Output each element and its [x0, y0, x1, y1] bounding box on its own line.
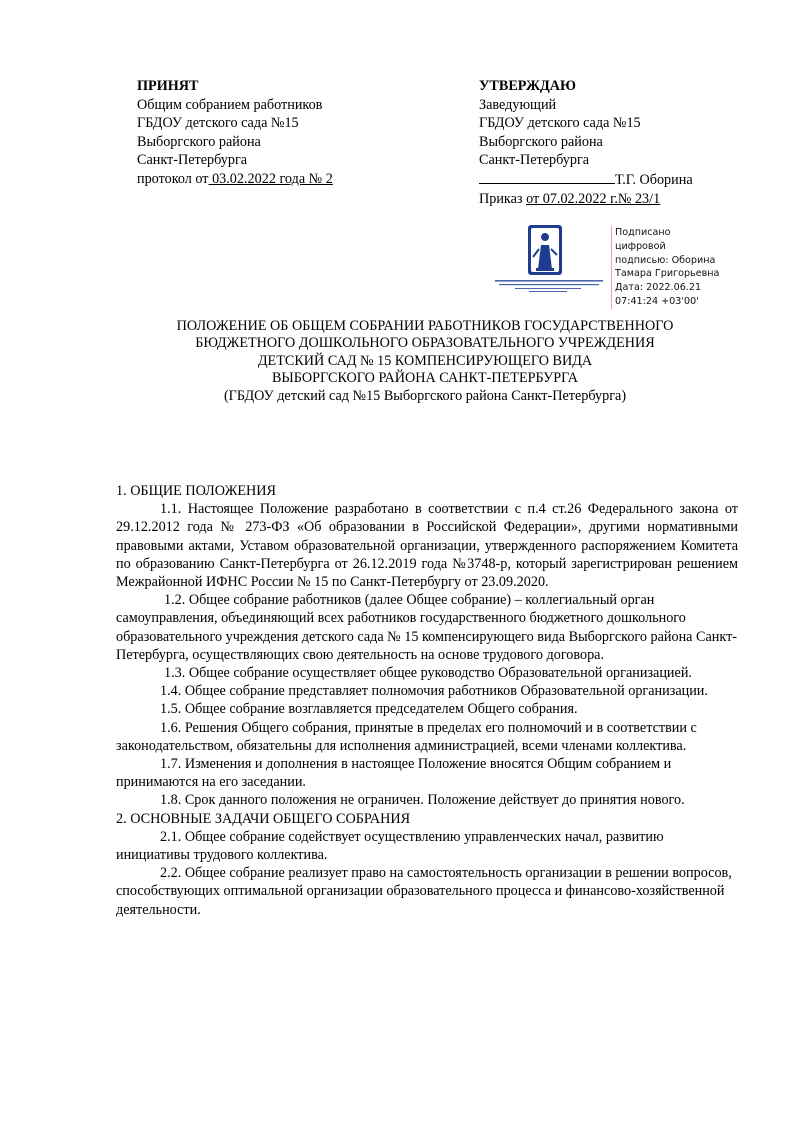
protocol-prefix: протокол от	[137, 170, 209, 187]
paragraph: 1.2. Общее собрание работников (далее Общее собрание) – коллегиальный орган самоуправления, объединяющий всех работников государственного бюджетного дошкольного образовательного учреждения детского сада № 15 компенсирующего вида Выборгского района Санкт-Петербурга, осуществляющих свою деятельность на основе трудового договора.	[116, 592, 738, 663]
paragraph: 1.7. Изменения и дополнения в настоящее Положение вносятся Общим собранием и принимаются на его заседании.	[116, 756, 672, 791]
paragraph: 1.3. Общее собрание осуществляет общее руководство Образовательной организацией.	[164, 665, 692, 682]
protocol-value: 03.02.2022 года № 2	[208, 170, 333, 187]
order-value: от 07.02.2022 г.№ 23/1	[526, 190, 661, 207]
digital-signature	[493, 223, 723, 307]
document-body	[116, 482, 738, 919]
approved-title: ПРИНЯТ	[137, 78, 199, 94]
title-line: ВЫБОРГСКОГО РАЙОНА САНКТ-ПЕТЕРБУРГА	[271, 370, 579, 387]
paragraph: 1.5. Общее собрание возглавляется председателем Общего собрания.	[160, 701, 578, 718]
paragraph: 2.2. Общее собрание реализует право на самостоятельность организации в решении вопросов, способствующих оптимальной организации образовательного процесса и финансово-хозяйственной деятельности.	[116, 865, 732, 918]
paragraph: 1.1. Настоящее Положение разработано в соответствии с п.4 ст.26 Федерального закона от 29.12.2012 года № 273-ФЗ «Об образовании в Российской Федерации», другими нормативными правовыми актами, Уставом образовательной организации, утвержденного распоряжением Комитета по образованию Санкт-Петербурга от 26.12.2019 года №3748-р, который зарегистрирован решением Межрайонной ИФНС России № 15 по Санкт-Петербургу от 23.09.2020.	[116, 501, 738, 591]
section-heading: 1. ОБЩИЕ ПОЛОЖЕНИЯ	[116, 483, 276, 499]
paragraph: 1.6. Решения Общего собрания, принятые в пределах его полномочий и в соответствии с законодательством, обязательны для исполнения администрацией, всеми членами коллектива.	[116, 719, 697, 754]
approved-line: ГБДОУ детского сада №15	[137, 115, 299, 132]
paragraph: 1.4. Общее собрание представляет полномочия работников Образовательной организации.	[160, 683, 708, 700]
approved-protocol	[137, 170, 437, 189]
signature-text	[611, 226, 723, 309]
section-heading: 2. ОСНОВНЫЕ ЗАДАЧИ ОБЩЕГО СОБРАНИЯ	[116, 810, 411, 827]
paragraph: 2.1. Общее собрание содействует осуществлению управленческих начал, развитию инициативы трудового коллектива.	[116, 828, 664, 864]
title-line: ДЕТСКИЙ САД № 15 КОМПЕНСИРУЮЩЕГО ВИДА	[257, 352, 593, 369]
approved-line: Санкт-Петербурга	[137, 152, 248, 169]
approved-line: Общим собранием работников	[137, 96, 323, 113]
approved-line: Выборгского района	[137, 133, 261, 150]
signature-line: 07:41:24 +03'00'	[615, 295, 699, 307]
signature-line: Подписано цифровой	[615, 227, 671, 252]
confirm-block	[479, 77, 779, 208]
confirm-line: Санкт-Петербурга	[479, 152, 590, 169]
signature-line: подписью: Оборина	[615, 254, 716, 266]
title-subline: (ГБДОУ детский сад №15 Выборгского района Санкт-Петербурга)	[223, 387, 627, 404]
title-line: ПОЛОЖЕНИЕ ОБ ОБЩЕМ СОБРАНИИ РАБОТНИКОВ ГОСУДАРСТВЕННОГО	[176, 318, 674, 334]
signature-line: Тамара Григорьевна	[615, 268, 720, 280]
signature-line: Дата: 2022.06.21	[615, 282, 702, 294]
signer-line	[479, 170, 779, 190]
paragraph: 1.8. Срок данного положения не ограничен. Положение действует до принятия нового.	[160, 792, 685, 809]
document-title	[100, 318, 750, 405]
confirm-line: ГБДОУ детского сада №15	[479, 115, 641, 132]
confirm-line: Заведующий	[479, 96, 557, 113]
confirm-title: УТВЕРЖДАЮ	[479, 78, 576, 94]
title-line: БЮДЖЕТНОГО ДОШКОЛЬНОГО ОБРАЗОВАТЕЛЬНОГО УЧРЕЖДЕНИЯ	[195, 335, 655, 352]
signer-name: Т.Г. Оборина	[615, 171, 693, 188]
order-prefix: Приказ	[479, 190, 527, 207]
institution-seal-icon	[493, 223, 605, 295]
signature-blank	[479, 170, 615, 184]
confirm-line: Выборгского района	[479, 133, 603, 150]
order-line	[479, 190, 779, 209]
approved-block	[137, 77, 437, 189]
